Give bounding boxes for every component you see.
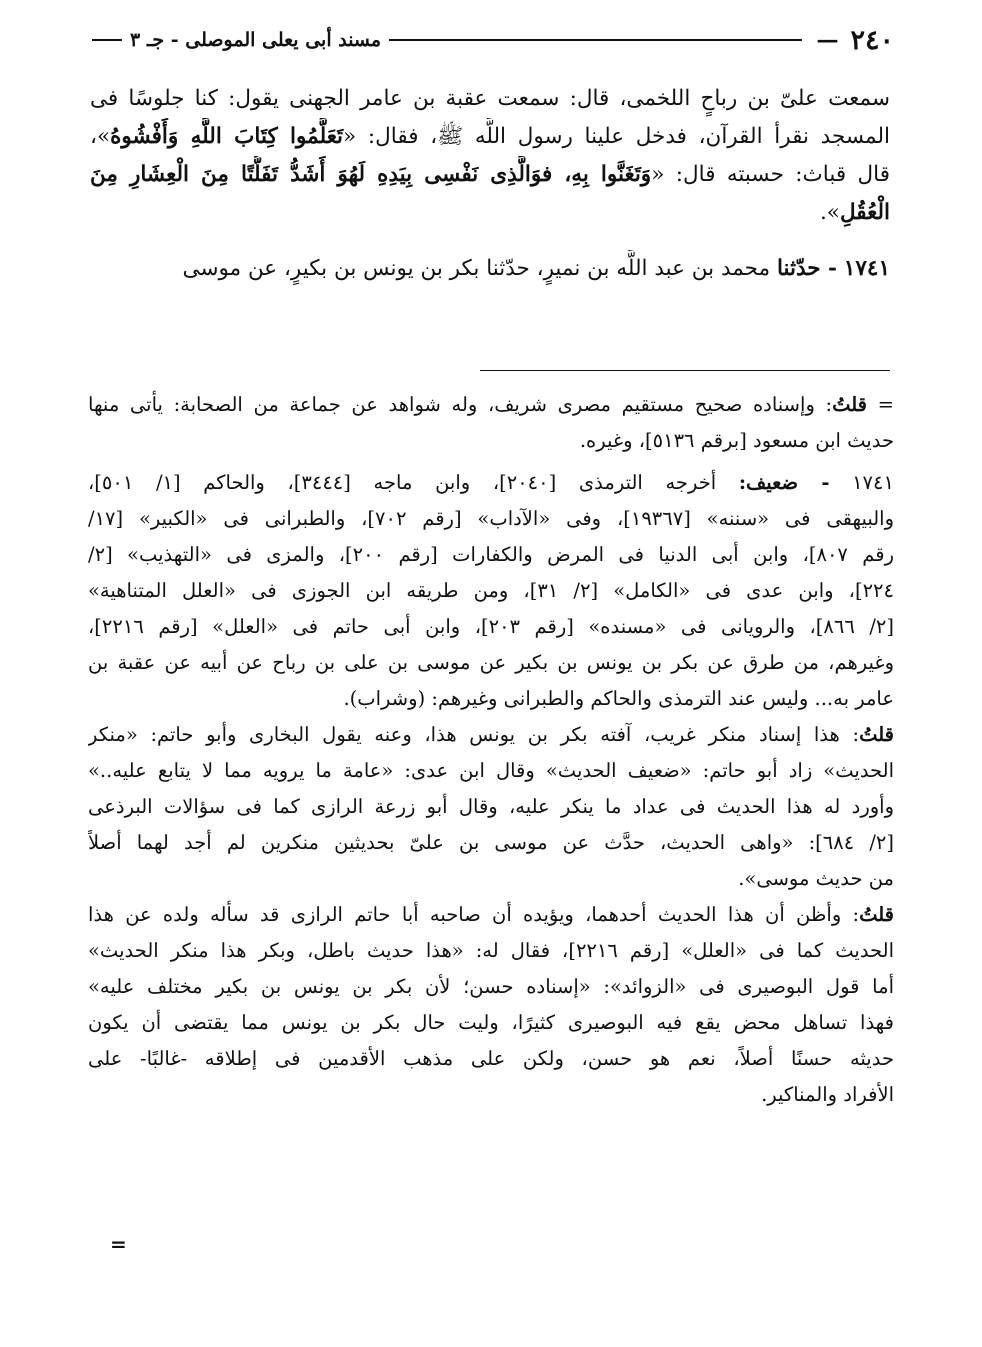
hadith-matn: تَعَلَّمُوا كِتَابَ اللَّهِ وَأَفْشُوهُ (110, 124, 344, 149)
hadith-matn: وَتَغَنَّوا بِهِ، فوَالَّذِى نَفْسِى بِيَدِهِ لَهُوَ أَشَدُّ تَفَلُّتًا مِنَ الْعِشَارِ مِنَ (90, 162, 652, 187)
main-text (90, 80, 890, 288)
hadith-opening: - حدّثنا (776, 256, 837, 281)
footnote-line: [٢/ ٦٨٤]: «واهى الحديث، حدَّث عن موسى بن علىّ بحديثين منكرين لم أجد لهما أصلاً (88, 831, 894, 854)
footnote-line: [٢/ ٨٦٦]، والرويانى فى «مسنده» [رقم ٢٠٣]، وابن أبى حاتم فى «العلل» [رقم ٢٢١٦]، (88, 615, 894, 638)
footnote-line: قلتُ: وأظن أن هذا الحديث أحدهما، ويؤيده أن صاحبه أبا حاتم الرازى قد سأله ولده عن هذا (88, 903, 894, 926)
footnote-line: وغيرهم، من طرق عن بكر بن يونس بن بكير عن موسى بن على بن رباح عن أبيه عن عقبة بن (88, 651, 894, 674)
main-line: المسجد نقرأ القرآن، فدخل علينا رسول اللَّه ﷺ، فقال: «تَعَلَّمُوا كِتَابَ اللَّهِ وَأَفْشُوهُ»، (90, 124, 890, 149)
footnote-line: ١٧٤١ - ضعيف: أخرجه الترمذى [٢٠٤٠]، وابن ماجه [٣٤٤٤]، والحاكم [١/ ٥٠١]، (88, 471, 894, 494)
footnote-line: رقم ٨٠٧]، وابن أبى الدنيا فى المرض والكفارات [رقم ٢٠٠]، والمزى فى «التهذيب» [٢/ (88, 543, 894, 566)
footnote-line: من حديث موسى». (738, 867, 894, 890)
footnotes (88, 387, 894, 1113)
footnote-line: والبيهقى فى «سننه» [١٩٣٦٧]، وفى «الآداب» [رقم ٧٠٢]، والطبرانى فى «الكبير» [١٧/ (88, 507, 894, 530)
footnote-line: الأفراد والمناكير. (761, 1083, 894, 1106)
note-label: قلتُ (859, 903, 894, 926)
footnote-line: ٢٢٤]، وابن عدى فى «الكامل» [٢/ ٣١]، ومن طريقه ابن الجوزى فى «العلل المتناهية» (88, 579, 894, 602)
page-header (84, 20, 894, 60)
hadith-isnad: محمد بن عبد اللَّه بن نميرٍ، حدّثنا بكر بن يونس بن بكيرٍ، عن موسى (182, 256, 771, 281)
footnote-line: قلتُ: هذا إسناد منكر غريب، آفته بكر بن يونس هذا، وعنه يقول البخارى وأبو حاتم: «منكر (88, 723, 894, 746)
hadith-1741-line (90, 250, 890, 288)
continuation-marker: = (877, 393, 894, 416)
footnote-line: عامر به... وليس عند الترمذى والحاكم والطبرانى وغيرهم: (وشراب). (343, 687, 894, 710)
note-label: قلتُ (859, 723, 894, 746)
main-line: سمعت علىّ بن رباحٍ اللخمى، قال: سمعت عقبة بن عامر الجهنى يقول: كنا جلوسًا فى (90, 86, 890, 111)
footnote-line: الحديث كما فى «العلل» [رقم ٢٢١٦]، فقال له: «هذا حديث باطل، وبكر هذا منكر الحديث» (88, 939, 894, 962)
footnote-line: حديث ابن مسعود [برقم ٥١٣٦]، وغيره. (579, 429, 894, 452)
footnote-line: وأورد له هذا الحديث فى عداد ما ينكر عليه، وقال أبو زرعة الرازى كما فى سؤالات البرذعى (88, 795, 894, 818)
footnote-separator (480, 370, 890, 371)
main-line: الْعُقُلِ». (819, 200, 890, 225)
footnote-line: أما قول البوصيرى فى «الزوائد»: «إسناده حسن؛ لأن بكر بن يونس بن بكير مختلف عليه» (88, 975, 894, 998)
running-title: مسند أبى يعلى الموصلى - جـ ٣ (130, 29, 382, 51)
note-grade: - ضعيف: (738, 471, 830, 494)
note-number: ١٧٤١ (852, 471, 894, 494)
footnote-line: حديثه حسنًا أصلاً، نعم هو حسن، ولكن على مذهب الأقدمين فى إطلاقه -غالبًا- على (88, 1047, 894, 1070)
header-dash: — (816, 27, 839, 53)
header-rule-end (92, 39, 122, 41)
continuation-end-marker: = (110, 1232, 127, 1256)
header-rule (389, 39, 802, 41)
hadith-matn: الْعُقُلِ (839, 200, 890, 225)
hadith-number: ١٧٤١ (843, 256, 890, 281)
footnote-line: فهذا تساهل محض يقع فيه البوصيرى كثيرًا، وليت حال بكر بن يونس مما يقتضى أن يكون (88, 1011, 894, 1034)
note-label: قلتُ (832, 393, 868, 416)
page-number: ٢٤٠ (850, 24, 894, 56)
footnote-line: الحديث» زاد أبو حاتم: «ضعيف الحديث» وقال ابن عدى: «عامة ما يرويه مما لا يتابع عليه..» (88, 759, 894, 782)
footnote-line: = قلتُ: وإسناده صحيح مستقيم مصرى شريف، وله شواهد عن جماعة من الصحابة: يأتى منها (88, 393, 894, 416)
main-line: قال قباث: حسبته قال: «وَتَغَنَّوا بِهِ، فوَالَّذِى نَفْسِى بِيَدِهِ لَهُوَ أَشَدُّ تَفَلُّتًا مِنَ الْعِشَارِ مِنَ (90, 162, 890, 187)
